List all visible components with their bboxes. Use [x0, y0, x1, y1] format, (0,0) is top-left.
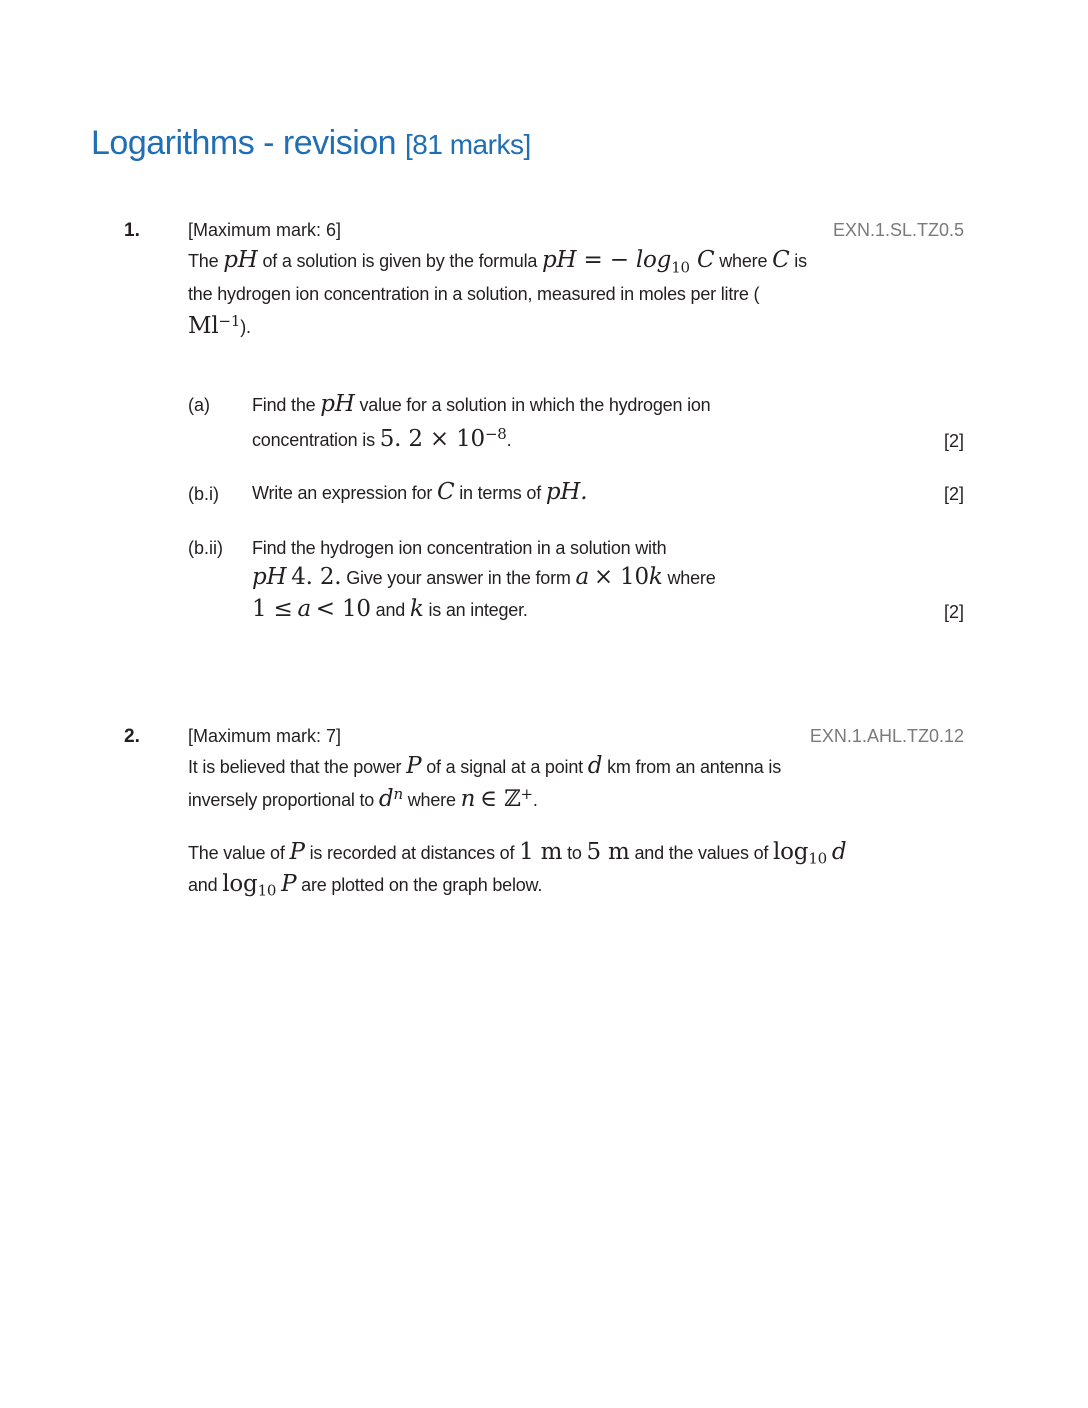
math: ∈ ℤ: [480, 786, 521, 812]
text: where: [719, 251, 768, 271]
math-ph: pH.: [545, 479, 588, 505]
math: 5 m: [586, 839, 630, 865]
text: is recorded at distances of: [309, 843, 515, 863]
part-a-line-2: [252, 425, 511, 452]
part-bi-line-1: [252, 479, 587, 505]
math-p: P: [289, 839, 305, 865]
math-c: C: [772, 247, 790, 273]
text: ).: [240, 317, 251, 337]
part-bii-label: (b.ii): [188, 538, 223, 558]
math-d: d: [831, 839, 847, 865]
question-2-p1-line-1: [188, 753, 781, 779]
text: Write an expression for: [252, 483, 433, 503]
page-title: [91, 124, 531, 163]
math-unit: Ml: [188, 313, 219, 339]
part-a-label: (a): [188, 395, 210, 415]
math: < 10: [315, 596, 371, 622]
question-2-p2-line-2: [188, 871, 542, 900]
text: concentration is: [252, 430, 375, 450]
math-sup: +: [520, 785, 533, 803]
part-bi-label: (b.i): [188, 484, 219, 504]
math-p: P: [406, 753, 422, 779]
question-2-max-mark: [Maximum mark: 7]: [188, 726, 342, 746]
text: where: [667, 568, 716, 588]
math-d: d: [378, 786, 394, 812]
text: .: [506, 430, 512, 450]
part-bii-line-3: [252, 596, 528, 622]
text: It is believed that the power: [188, 757, 402, 777]
math: × 10: [593, 564, 649, 590]
math-ph: pH: [223, 247, 258, 273]
math-sup: −1: [218, 312, 241, 330]
part-a-marks: [2]: [943, 431, 964, 451]
text: and the values of: [634, 843, 769, 863]
math-value: 5. 2 × 10: [379, 426, 485, 452]
text: Find the: [252, 395, 316, 415]
text: of a solution is given by the formula: [262, 251, 538, 271]
math-c: C: [436, 479, 455, 505]
title-text: Logarithms - revision: [91, 124, 397, 162]
math-sub: 10: [671, 258, 690, 277]
math-ph: pH: [320, 391, 355, 417]
math-sub: 10: [808, 849, 828, 868]
text: and: [375, 600, 406, 620]
math: 1 m: [519, 839, 563, 865]
question-1-stem-line-3: [188, 312, 251, 339]
title-total-marks: [81 marks]: [405, 129, 531, 160]
math-sup: −8: [484, 425, 507, 443]
math-n: n: [460, 786, 476, 812]
question-2-p1-line-2: [188, 785, 538, 812]
math-a: a: [575, 564, 590, 590]
math-k: k: [648, 564, 663, 590]
text: Give your answer in the form: [346, 568, 571, 588]
math: C: [697, 247, 715, 273]
math: pH = − log: [542, 247, 672, 273]
math-formula: [542, 247, 715, 277]
math-p: P: [281, 871, 297, 897]
text: are plotted on the graph below.: [301, 875, 543, 895]
text: of a signal at a point: [426, 757, 583, 777]
math-sub: 10: [257, 881, 277, 900]
question-2-code: EXN.1.AHL.TZ0.12: [809, 726, 964, 746]
question-1-max-mark: [Maximum mark: 6]: [188, 220, 342, 240]
text: is an integer.: [428, 600, 528, 620]
math-ph: pH: [252, 564, 287, 590]
text: is: [794, 251, 807, 271]
text: in terms of: [459, 483, 542, 503]
math-value: 4. 2.: [291, 564, 342, 590]
text: km from an antenna is: [607, 757, 782, 777]
question-1-stem-line-1: [188, 247, 807, 277]
text: inversely proportional to: [188, 790, 375, 810]
part-bii-line-1: Find the hydrogen ion concentration in a solution with: [252, 538, 667, 558]
question-2-p2-line-1: [188, 839, 846, 868]
question-1-code: EXN.1.SL.TZ0.5: [832, 220, 964, 240]
math-d: d: [587, 753, 603, 779]
question-2-number: 2.: [124, 726, 140, 747]
part-bii-marks: [2]: [943, 602, 964, 622]
question-1-number: 1.: [124, 220, 140, 241]
part-bii-line-2: [252, 564, 716, 590]
math-log: log: [222, 871, 258, 897]
text: The value of: [188, 843, 285, 863]
text: The: [188, 251, 219, 271]
text: .: [532, 790, 538, 810]
text: where: [407, 790, 456, 810]
part-a-line-1: [252, 391, 711, 417]
text: value for a solution in which the hydrogen ion: [359, 395, 711, 415]
text: to: [567, 843, 582, 863]
text: and: [188, 875, 218, 895]
math-k: k: [409, 596, 424, 622]
part-bi-marks: [2]: [943, 484, 964, 504]
math: 1 ≤: [252, 596, 293, 622]
question-1-stem-line-2: the hydrogen ion concentration in a solution, measured in moles per litre (: [188, 284, 760, 304]
math-sup: n: [393, 785, 403, 803]
math-a: a: [297, 596, 311, 622]
math-log: log: [773, 839, 809, 865]
